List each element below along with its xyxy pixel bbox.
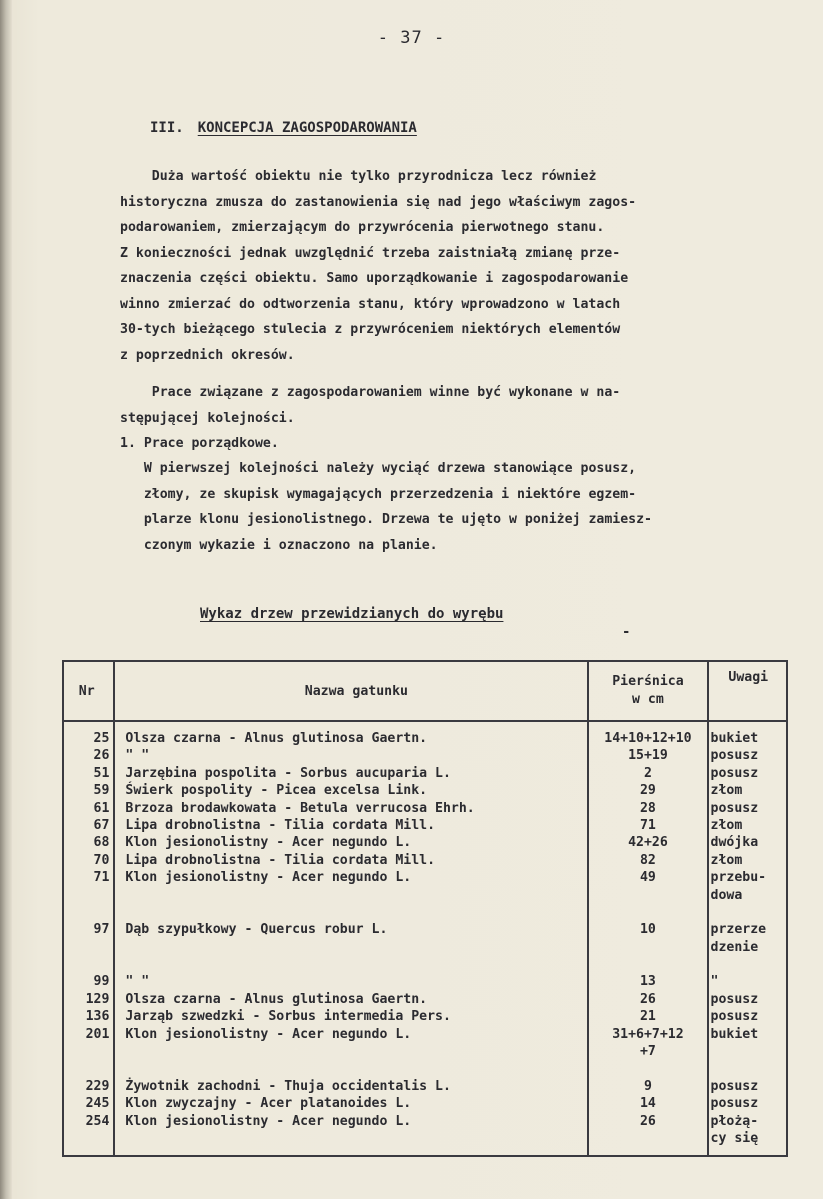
cell-nr	[63, 1008, 114, 1025]
cell-name-line: Klon jesionolistny - Acer negundo L.	[125, 870, 412, 886]
cell-diameter-line: 82	[639, 852, 656, 868]
table-row	[63, 721, 787, 747]
cell-nr	[63, 817, 114, 834]
cell-name-line: Olsza czarna - Alnus glutinosa Gaertn.	[125, 731, 428, 746]
cell-name	[114, 1078, 588, 1095]
table-row	[63, 1026, 787, 1078]
cell-remarks	[708, 1078, 787, 1095]
table-row	[63, 747, 787, 764]
cell-diameter	[588, 1026, 707, 1078]
cell-name	[114, 1095, 588, 1112]
cell-diameter-line	[589, 1130, 706, 1147]
cell-remarks-line: bukiet	[710, 731, 759, 746]
cell-remarks-line: złom	[710, 783, 743, 799]
cell-diameter-line	[589, 939, 706, 956]
cell-remarks-line: bukiet	[710, 1026, 759, 1042]
table-row	[63, 765, 787, 782]
cell-nr	[63, 1095, 114, 1112]
cell-remarks-line: posusz	[710, 800, 759, 816]
cell-diameter	[588, 765, 707, 782]
cell-diameter-line: 14	[639, 1096, 656, 1112]
cell-remarks	[708, 1095, 787, 1112]
cell-nr-line: 26	[93, 748, 110, 764]
cell-name-line: Klon jesionolistny - Acer negundo L.	[125, 1026, 412, 1042]
cell-name-line	[125, 956, 587, 973]
table-row	[63, 1095, 787, 1112]
header-nr: Nr	[63, 661, 114, 721]
cell-diameter	[588, 991, 707, 1008]
table-row	[63, 921, 787, 973]
cell-diameter-line: 42+26	[628, 835, 668, 851]
table-row	[63, 1078, 787, 1095]
cell-name	[114, 869, 588, 921]
cell-name	[114, 1113, 588, 1157]
cell-remarks	[708, 973, 787, 990]
cell-diameter	[588, 921, 707, 973]
cell-remarks	[708, 834, 787, 851]
cell-remarks-line: dwójka	[710, 835, 759, 851]
table-row	[63, 834, 787, 851]
cell-nr	[63, 747, 114, 764]
cell-remarks	[708, 782, 787, 799]
cell-nr-line: 67	[93, 817, 110, 833]
cell-diameter	[588, 1078, 707, 1095]
table-caption: Wykaz drzew przewidzianych do wyrębu	[200, 606, 504, 622]
cell-nr-line: 59	[93, 783, 110, 799]
cell-nr	[63, 973, 114, 990]
cell-diameter	[588, 973, 707, 990]
cell-diameter	[588, 747, 707, 764]
cell-remarks-line	[711, 1060, 786, 1077]
cell-name	[114, 747, 588, 764]
cell-remarks	[708, 765, 787, 782]
cell-name-line: Jarzębina pospolita - Sorbus aucuparia L.	[125, 765, 451, 781]
intro-paragraph: Duża wartość obiektu nie tylko przyrodnicza lecz również historyczna zmusza do zastanowienia się nad jego właściwym zagos- podarowaniem, zmierzającym do przywrócenia pierwotnego stanu. Z konieczności jednak uwzględnić trzeba zaistniałą zmianę prze- znaczenia części obiektu. Samo uporządkowanie i zagospodarowanie winno zmierzać do odtworzenia stanu, który wprowadzono w latach 30-tych bieżącego stulecia z przywróceniem niektórych elementów z poprzednich okresów.	[120, 169, 637, 363]
cell-remarks	[708, 800, 787, 817]
cell-nr	[63, 834, 114, 851]
cell-nr	[63, 991, 114, 1008]
cell-diameter-line: 31+6+7+12	[612, 1026, 684, 1042]
cell-remarks-line: posusz	[710, 991, 759, 1007]
cell-name-line: Klon jesionolistny - Acer negundo L.	[125, 835, 412, 851]
cell-diameter-line: +7	[639, 1044, 656, 1060]
cell-nr-line	[64, 956, 109, 973]
cell-name-line: Lipa drobnolistna - Tilia cordata Mill.	[125, 852, 436, 868]
cell-name-line	[125, 1060, 587, 1077]
cell-nr-line: 68	[93, 835, 110, 851]
cell-nr-line: 136	[85, 1009, 110, 1025]
cell-nr-line: 71	[93, 870, 110, 886]
cell-name-line	[125, 887, 587, 904]
cell-nr	[63, 782, 114, 799]
caption-mark: -	[622, 624, 631, 640]
cell-nr-line	[64, 1043, 109, 1060]
cell-name-line: Jarząb szwedzki - Sorbus intermedia Pers.	[125, 1009, 451, 1025]
table-row	[63, 852, 787, 869]
cell-diameter-line: 29	[639, 783, 656, 799]
cell-name	[114, 991, 588, 1008]
cell-name-line: Brzoza brodawkowata - Betula verrucosa Ehrh.	[125, 800, 475, 816]
cell-nr-line: 97	[93, 922, 110, 938]
cell-name-line: Lipa drobnolistna - Tilia cordata Mill.	[125, 817, 436, 833]
cell-remarks-line: dzenie	[710, 939, 759, 955]
cell-nr-line	[64, 887, 109, 904]
cell-nr	[63, 1113, 114, 1157]
cell-remarks-line: płożą-	[710, 1113, 759, 1129]
cell-name	[114, 817, 588, 834]
cell-diameter-line	[589, 1060, 706, 1077]
cell-nr	[63, 765, 114, 782]
cell-remarks-line: posusz	[710, 1096, 759, 1112]
cell-remarks-line: "	[710, 974, 719, 990]
cell-diameter-line: 26	[639, 1113, 656, 1129]
cell-nr-line: 61	[93, 800, 110, 816]
cell-remarks	[708, 1008, 787, 1025]
section-title: KONCEPCJA ZAGOSPODAROWANIA	[197, 120, 417, 136]
cell-remarks	[708, 747, 787, 764]
page-number: - 37 -	[377, 28, 446, 48]
cell-diameter-line: 10	[639, 922, 656, 938]
cell-remarks-line: złom	[710, 817, 743, 833]
cell-nr-line: 99	[93, 974, 110, 990]
cell-nr	[63, 852, 114, 869]
cell-diameter	[588, 817, 707, 834]
cell-diameter	[588, 852, 707, 869]
table-row	[63, 973, 787, 990]
cell-diameter-line: 28	[639, 800, 656, 816]
cell-nr	[63, 1026, 114, 1078]
cell-name	[114, 1008, 588, 1025]
cell-diameter-line: 13	[639, 974, 656, 990]
cell-nr	[63, 800, 114, 817]
cell-diameter	[588, 1113, 707, 1157]
cell-remarks	[708, 721, 787, 747]
cell-remarks-line	[711, 956, 786, 973]
cell-remarks-line: posusz	[710, 765, 759, 781]
cell-nr-line: 70	[93, 852, 110, 868]
cell-name	[114, 973, 588, 990]
cell-nr-line	[64, 939, 109, 956]
cell-nr-line: 254	[85, 1113, 110, 1129]
cell-diameter	[588, 721, 707, 747]
cell-remarks-line: przebu-	[710, 870, 767, 886]
header-name: Nazwa gatunku	[114, 661, 588, 721]
cell-remarks	[708, 1113, 787, 1157]
cell-remarks	[708, 852, 787, 869]
cell-nr-line	[64, 1060, 109, 1077]
cell-remarks	[708, 817, 787, 834]
cell-name-line: " "	[125, 748, 150, 764]
cell-name-line: Olsza czarna - Alnus glutinosa Gaertn.	[125, 991, 428, 1007]
cell-nr-line: 201	[85, 1026, 110, 1042]
table-row	[63, 869, 787, 921]
cell-name-line	[125, 1043, 587, 1060]
table-row	[63, 800, 787, 817]
cell-diameter-line: 21	[639, 1009, 656, 1025]
header-remarks: Uwagi	[708, 661, 787, 721]
cell-nr	[63, 1078, 114, 1095]
cell-remarks-line: dowa	[710, 887, 743, 903]
order-paragraph: Prace związane z zagospodarowaniem winne być wykonane w na- stępującej kolejności.	[120, 385, 621, 426]
cell-diameter-line: 26	[639, 991, 656, 1007]
cell-name	[114, 834, 588, 851]
cell-diameter-line: 14+10+12+10	[604, 731, 692, 746]
cell-diameter	[588, 782, 707, 799]
cell-diameter-line	[589, 887, 706, 904]
cell-diameter-line: 9	[643, 1078, 652, 1094]
cell-name-line: Żywotnik zachodni - Thuja occidentalis L.	[125, 1078, 451, 1094]
cell-remarks-line: złom	[710, 852, 743, 868]
cell-nr-line: 51	[93, 765, 110, 781]
cleanup-heading: 1. Prace porządkowe.	[120, 436, 279, 451]
cell-name	[114, 1026, 588, 1078]
cell-name-line	[125, 904, 587, 921]
cell-remarks-line: posusz	[710, 1078, 759, 1094]
cell-diameter	[588, 834, 707, 851]
cell-diameter-line: 15+19	[628, 748, 668, 764]
cell-name	[114, 721, 588, 747]
cell-nr-line: 25	[93, 731, 110, 746]
cell-name-line: Klon zwyczajny - Acer platanoides L.	[125, 1096, 412, 1112]
cell-nr-line: 129	[85, 991, 110, 1007]
cell-name-line: " "	[125, 974, 150, 990]
cell-diameter	[588, 1008, 707, 1025]
table-row	[63, 1113, 787, 1157]
cell-name-line: Dąb szypułkowy - Quercus robur L.	[125, 922, 388, 938]
cell-diameter-line: 49	[639, 870, 656, 886]
cell-name-line	[125, 1130, 587, 1147]
cell-remarks	[708, 991, 787, 1008]
table-row	[63, 817, 787, 834]
table-row	[63, 782, 787, 799]
cell-diameter-line: 2	[643, 765, 652, 781]
cell-nr-line: 245	[85, 1096, 110, 1112]
cell-nr	[63, 921, 114, 973]
cell-name	[114, 921, 588, 973]
section-number: III.	[150, 120, 184, 136]
cell-diameter	[588, 800, 707, 817]
cell-nr	[63, 721, 114, 747]
cell-remarks-line: posusz	[710, 748, 759, 764]
cell-diameter-line	[589, 956, 706, 973]
cell-remarks	[708, 1026, 787, 1078]
cell-name-line	[125, 939, 587, 956]
cell-name	[114, 852, 588, 869]
cell-diameter-line	[589, 904, 706, 921]
cleanup-paragraph: W pierwszej kolejności należy wyciąć drzewa stanowiące posusz, złomy, ze skupisk wymagających przerzedzenia i niektóre egzem- plarze klonu jesionolistnego. Drzewa te ujęto w poniżej zamiesz- czonym wykazie i oznaczono na planie.	[143, 461, 652, 553]
cell-name-line: Klon jesionolistny - Acer negundo L.	[125, 1113, 412, 1129]
table-header-row	[63, 661, 787, 721]
cell-nr-line	[64, 1130, 109, 1147]
cell-nr	[63, 869, 114, 921]
cell-diameter	[588, 1095, 707, 1112]
cell-diameter	[588, 869, 707, 921]
table-body	[63, 721, 787, 1156]
cell-name-line: Świerk pospolity - Picea excelsa Link.	[125, 783, 428, 799]
cell-remarks	[708, 869, 787, 921]
cell-remarks-line: przerze	[710, 922, 767, 938]
trees-table	[62, 660, 788, 1157]
cell-diameter-line: 71	[639, 817, 656, 833]
cell-nr-line	[64, 904, 109, 921]
cell-remarks	[708, 921, 787, 973]
cell-remarks-line	[711, 904, 786, 921]
book-spine-shadow	[0, 0, 12, 1199]
cell-remarks-line: posusz	[710, 1009, 759, 1025]
cell-name	[114, 765, 588, 782]
table-row	[63, 991, 787, 1008]
table-row	[63, 1008, 787, 1025]
section-heading	[150, 120, 417, 136]
cell-name	[114, 800, 588, 817]
cell-name	[114, 782, 588, 799]
cell-remarks-line: cy się	[710, 1130, 759, 1146]
cell-remarks-line	[711, 1043, 786, 1060]
cell-nr-line: 229	[85, 1078, 110, 1094]
header-diameter: Pierśnica w cm	[588, 661, 707, 721]
